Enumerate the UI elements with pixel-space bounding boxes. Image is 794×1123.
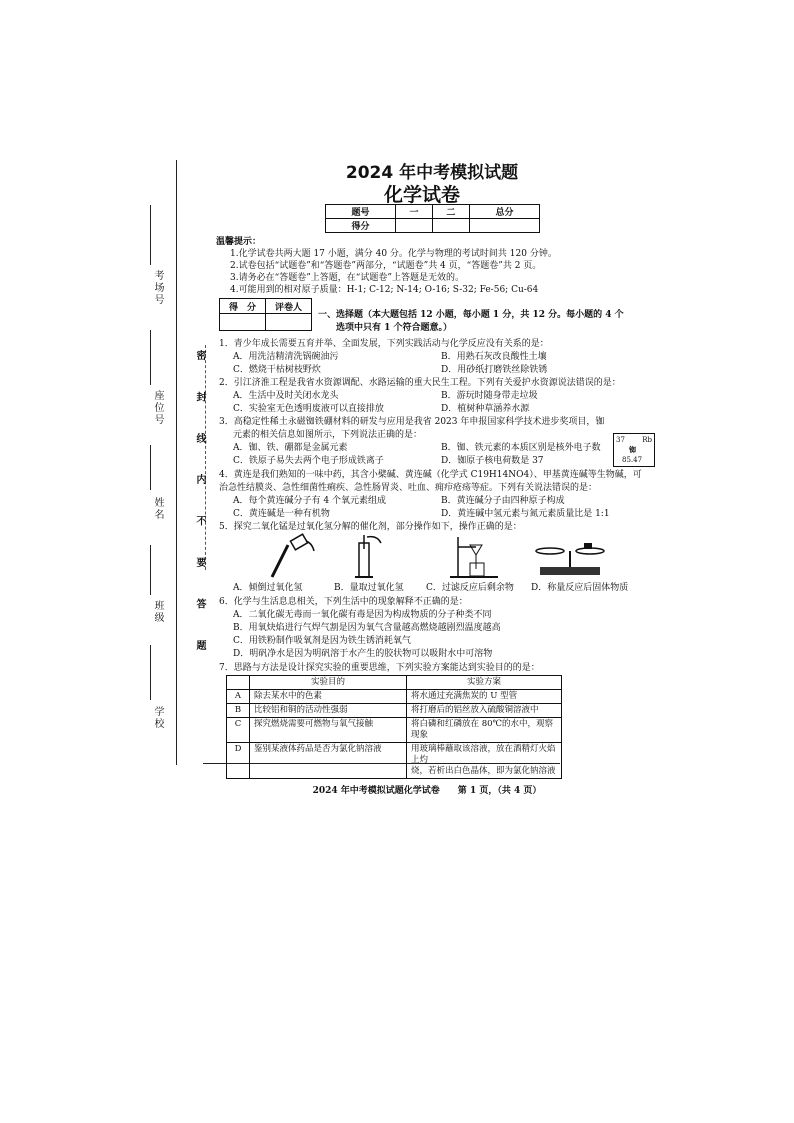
score-header-cell: 二	[432, 205, 469, 219]
row-purpose: 除去某水中的色素	[250, 690, 407, 704]
pouring-illustration	[262, 533, 322, 579]
q5-option-c: C．过滤反应后剩余物	[426, 583, 514, 593]
section1-heading: 一、选择题（本大题包括 12 小题，每小题 1 分，共 12 分。每小题的 4 个	[318, 310, 624, 320]
row-plan-line1: 用玻璃棒蘸取该溶液，放在酒精灯火焰上灼	[411, 744, 556, 765]
q6-option-a: A．二氧化碳无毒而一氧化碳有毒是因为构成物质的分子种类不同	[233, 610, 492, 620]
school-blank[interactable]	[150, 645, 151, 700]
q4-option-d: D．黄连碱中氢元素与氮元素质量比是 1:1	[441, 509, 610, 519]
q3-option-c: C．铁原子易失去两个电子形成铁离子	[233, 456, 384, 466]
row-plan: 将白磷和红磷放在 80℃的水中，观察现象	[407, 718, 562, 743]
grader-name-label: 评卷人	[266, 299, 312, 314]
q6-option-d: D．明矾净水是因为明矾溶于水产生的胶状物可以吸附水中可溶物	[233, 649, 493, 659]
score-header-cell: 题号	[326, 205, 396, 219]
name-blank[interactable]	[150, 445, 151, 490]
page-footer: 2024 年中考模拟试题化学试卷 第 1 页，（共 4 页）	[312, 786, 542, 796]
q4-option-b: B．黄连碱分子由四种原子构成	[441, 496, 565, 506]
q1-option-c: C．燃烧干枯树枝野炊	[233, 365, 321, 375]
q1-stem: 1．青少年成长需要五育并举、全面发展，下列实践活动与化学反应没有关系的是：	[219, 339, 549, 349]
q6-option-c: C．用铁粉制作吸氧剂是因为铁生锈消耗氧气	[233, 636, 411, 646]
table-row	[227, 704, 562, 718]
element-number: 37	[616, 436, 625, 444]
row-plan-line2: 烧，若析出白色晶体，即为氯化钠溶液	[411, 766, 556, 776]
measuring-cylinder-illustration	[345, 533, 395, 581]
filtration-illustration	[446, 533, 506, 581]
exam-no-blank[interactable]	[150, 205, 151, 265]
score-cell[interactable]	[469, 219, 539, 233]
class-blank[interactable]	[150, 545, 151, 595]
q3-stem: 3．高稳定性稀土永磁铷铁硼材料的研发与应用是我省 2023 年申报国家科学技术进步奖项目，铷	[219, 417, 605, 427]
q6-stem: 6．化学与生活息息相关，下列生活中的现象解释不正确的是：	[219, 597, 468, 607]
score-header-cell: 一	[396, 205, 433, 219]
row-plan: 将水通过充满焦炭的 U 型管	[407, 690, 562, 704]
q2-option-a: A．生活中及时关闭水龙头	[233, 391, 339, 401]
score-cell[interactable]	[432, 219, 469, 233]
seat-no-blank[interactable]	[150, 330, 151, 385]
row-label: D	[227, 743, 250, 779]
table-header-cell: 实验目的	[250, 676, 407, 690]
q5-option-a: A．倾倒过氧化氢	[233, 583, 303, 593]
binding-line	[176, 160, 177, 765]
row-purpose: 鉴别某液体药品是否为氯化钠溶液	[250, 743, 407, 779]
q4-stem-line2: 治急性结膜炎、急性细菌性痢疾、急性肠胃炎、吐血、痈疖疮疡等症。下列有关说法错误的是：	[219, 483, 598, 493]
seat-no-label: 座位号	[152, 390, 163, 426]
score-table	[325, 204, 540, 233]
grader-table	[219, 298, 312, 331]
q5-option-d: D．称量反应后固体物质	[531, 583, 629, 593]
notice-item: 2.试卷包括“试题卷”和“答题卷”两部分，“试题卷”共 4 页，“答题卷”共 2 页。	[230, 261, 542, 271]
element-card	[613, 433, 655, 467]
class-label: 班级	[152, 600, 163, 624]
q2-option-b: B．游玩时随身带走垃圾	[441, 391, 538, 401]
row-plan	[407, 743, 562, 779]
row-purpose: 比较铝和铜的活动性强弱	[250, 704, 407, 718]
seal-notice: 密 封 线 内 不 要 答 题	[194, 350, 205, 665]
table-header-cell	[227, 676, 250, 690]
row-label: C	[227, 718, 250, 743]
q3-stem-line2: 元素的相关信息如图所示，下列说法正确的是：	[233, 430, 423, 440]
exam-subtitle: 化学试卷	[383, 184, 460, 206]
q1-option-d: D．用砂纸打磨铁丝除铁锈	[441, 365, 548, 375]
element-mass: 85.47	[622, 456, 643, 464]
footer-divider	[203, 763, 560, 764]
notice-item: 4.可能用到的相对原子质量：H-1; C-12; N-14; O-16; S-32; Fe-56; Cu-64	[230, 285, 539, 295]
q7-stem: 7．思路与方法是设计探究实验的重要思维，下列实验方案能达到实验目的的是：	[219, 663, 540, 673]
grader-score-cell[interactable]	[220, 314, 266, 331]
q4-stem: 4．黄连是我们熟知的一味中药，其含小檗碱、黄连碱（化学式 C19H14NO4）、甲基黄连碱等生物碱，可	[219, 470, 642, 480]
q1-option-b: B．用熟石灰改良酸性土壤	[441, 352, 547, 362]
balance-illustration	[532, 537, 608, 577]
row-label: B	[227, 704, 250, 718]
element-symbol: Rb	[642, 436, 652, 444]
notice-heading: 温馨提示：	[216, 237, 262, 247]
school-label: 学校	[152, 706, 163, 730]
row-purpose: 探究燃烧需要可燃物与氧气接触	[250, 718, 407, 743]
q2-option-d: D．植树种草涵养水源	[441, 404, 530, 414]
exam-title: 2024 年中考模拟试题	[345, 163, 519, 183]
q5-stem: 5．探究二氧化锰是过氧化氢分解的催化剂，部分操作如下，操作正确的是：	[219, 522, 522, 532]
q1-option-a: A．用洗洁精清洗锅碗油污	[233, 352, 339, 362]
q3-option-d: D．铷原子核电荷数是 37	[441, 456, 544, 466]
name-label: 姓名	[152, 497, 163, 521]
q4-option-a: A．每个黄连碱分子有 4 个氧元素组成	[233, 496, 386, 506]
score-cell[interactable]	[396, 219, 433, 233]
q3-option-b: B．铷、铁元素的本质区别是核外电子数	[441, 443, 601, 453]
q5-option-b: B．量取过氧化氢	[334, 583, 404, 593]
table-header-cell: 实验方案	[407, 676, 562, 690]
q4-option-c: C．黄连碱是一种有机物	[233, 509, 330, 519]
exam-no-label: 考场号	[152, 270, 163, 306]
element-name: 铷	[629, 445, 636, 454]
section1-heading-line2: 选项中只有 1 个符合题意。）	[336, 323, 453, 333]
score-header-cell: 总分	[469, 205, 539, 219]
grader-name-cell[interactable]	[266, 314, 312, 331]
q2-option-c: C．实验室无色透明废液可以直接排放	[233, 404, 384, 414]
q3-option-a: A．铷、铁、硼都是金属元素	[233, 443, 348, 453]
row-plan: 将打磨后的铝丝放入硫酸铜溶液中	[407, 704, 562, 718]
q2-stem: 2．引江济淮工程是我省水资源调配、水路运输的重大民生工程。下列有关爱护水资源说法错误的是：	[219, 378, 621, 388]
table-row	[227, 743, 562, 779]
q6-option-b: B．用氧炔焰进行气焊气割是因为氧气含量越高燃烧越剧烈温度越高	[233, 623, 501, 633]
grader-score-label: 得 分	[220, 299, 266, 314]
notice-item: 3.请务必在“答题卷”上答题，在“试题卷”上答题是无效的。	[230, 273, 464, 283]
table-row	[227, 690, 562, 704]
row-label: A	[227, 690, 250, 704]
table-row	[227, 718, 562, 743]
score-row-label: 得分	[326, 219, 396, 233]
notice-item: 1.化学试卷共两大题 17 小题，满分 40 分。化学与物理的考试时间共 120 分钟。	[230, 249, 557, 259]
